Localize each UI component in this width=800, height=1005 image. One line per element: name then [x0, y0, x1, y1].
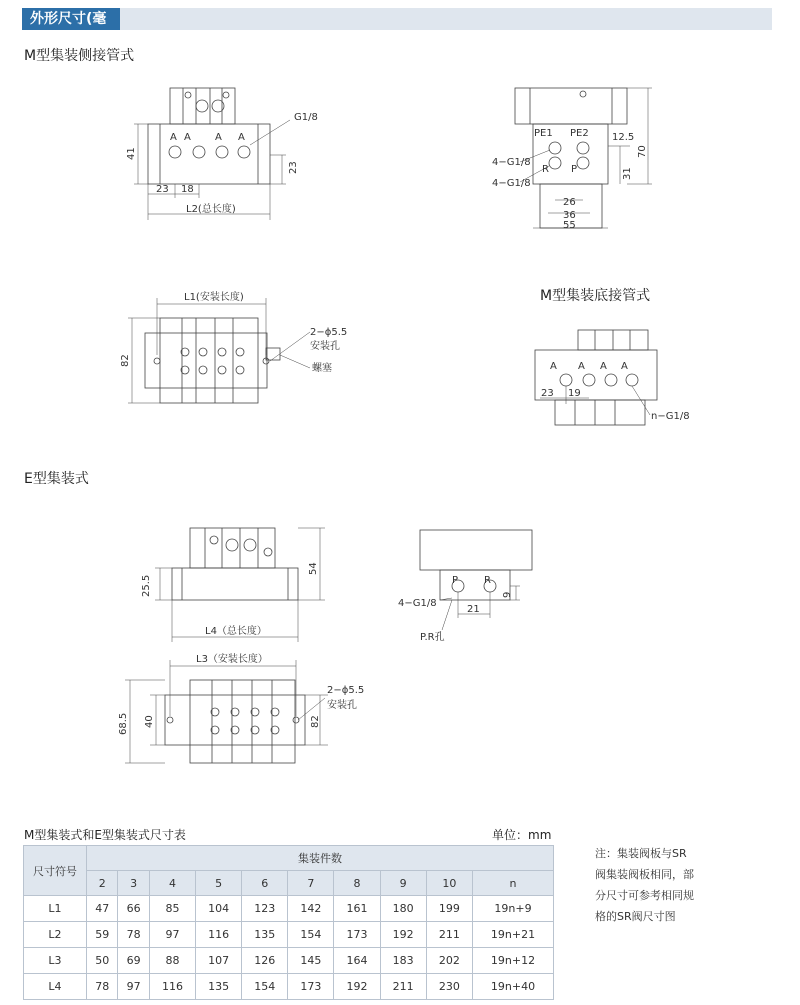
- table-cell: 211: [380, 974, 426, 1000]
- table-count-header: 10: [426, 871, 472, 896]
- table-unit: 单位：mm: [492, 828, 552, 842]
- label-plug: 螺塞: [312, 363, 332, 374]
- dim-26: 26: [563, 197, 576, 208]
- label-4-g18: 4−G1/8: [492, 178, 531, 189]
- label-port-a: A: [578, 361, 585, 372]
- table-cell: 154: [288, 922, 334, 948]
- section-header-title: 外形尺寸(毫米): [22, 8, 120, 30]
- table-caption: M型集装式和E型集装式尺寸表: [24, 828, 186, 842]
- label-port-a: A: [600, 361, 607, 372]
- table-count-header: 8: [334, 871, 380, 896]
- label-port-a: A: [184, 132, 191, 143]
- dim-68-5: 68.5: [118, 712, 129, 735]
- dim-70: 70: [637, 145, 648, 158]
- dim-23: 23: [156, 184, 169, 195]
- dim-l4: L4（总长度）: [205, 626, 267, 637]
- dim-l2: L2(总长度): [186, 204, 236, 215]
- table-cell: 173: [334, 922, 380, 948]
- table-row: [24, 974, 554, 1000]
- row-code: L2: [24, 922, 87, 948]
- label-g18: G1/8: [294, 112, 318, 123]
- label-n-g18: n−G1/8: [651, 411, 690, 422]
- table-cell: 19n+12: [473, 948, 554, 974]
- dim-31: 31: [622, 167, 633, 180]
- table-cell: 183: [380, 948, 426, 974]
- label-mount-hole: 安装孔: [310, 341, 340, 352]
- dim-12-5: 12.5: [612, 132, 635, 143]
- table-cell: 199: [426, 896, 472, 922]
- table-cell: 78: [87, 974, 118, 1000]
- table-row: [24, 948, 554, 974]
- table-cell: 69: [118, 948, 149, 974]
- label-pe1: PE1: [534, 128, 553, 139]
- table-cell: 85: [149, 896, 195, 922]
- table-count-header: 3: [118, 871, 149, 896]
- table-group-header: 集装件数: [87, 846, 554, 871]
- table-cell: 19n+21: [473, 922, 554, 948]
- dim-23: 23: [288, 161, 299, 174]
- label-port-a: A: [550, 361, 557, 372]
- table-row: [24, 922, 554, 948]
- table-count-header: 5: [196, 871, 242, 896]
- table-cell: 107: [196, 948, 242, 974]
- table-cell: 97: [118, 974, 149, 1000]
- drawing-e-top: [125, 660, 328, 763]
- table-col-header: 尺寸符号: [24, 846, 87, 896]
- dimension-table: [23, 845, 554, 1000]
- table-cell: 104: [196, 896, 242, 922]
- table-cell: 192: [334, 974, 380, 1000]
- dim-23: 23: [541, 388, 554, 399]
- table-cell: 135: [242, 922, 288, 948]
- table-cell: 19n+9: [473, 896, 554, 922]
- drawing-m-side-end: [515, 88, 652, 228]
- label-2-hole: 2−ϕ5.5: [310, 327, 348, 338]
- label-port-a: A: [238, 132, 245, 143]
- table-cell: 88: [149, 948, 195, 974]
- drawing-m-side-top: [128, 298, 310, 403]
- table-cell: 78: [118, 922, 149, 948]
- table-cell: 154: [242, 974, 288, 1000]
- label-port-a: A: [621, 361, 628, 372]
- dim-54: 54: [308, 562, 319, 575]
- table-cell: 66: [118, 896, 149, 922]
- dim-82: 82: [120, 354, 131, 367]
- table-count-header: 2: [87, 871, 118, 896]
- section-title-e-type: E型集装式: [24, 471, 89, 487]
- label-pe2: PE2: [570, 128, 589, 139]
- label-r: R: [542, 164, 549, 175]
- label-r: R: [484, 575, 491, 586]
- row-code: L3: [24, 948, 87, 974]
- table-cell: 161: [334, 896, 380, 922]
- label-4-g18: 4−G1/8: [398, 598, 437, 609]
- table-cell: 47: [87, 896, 118, 922]
- table-cell: 116: [149, 974, 195, 1000]
- table-cell: 230: [426, 974, 472, 1000]
- label-port-a: A: [170, 132, 177, 143]
- note-line: 分尺寸可参考相同规: [595, 889, 694, 902]
- dim-18: 18: [181, 184, 194, 195]
- dim-19: 19: [568, 388, 581, 399]
- dim-36: 36: [563, 210, 576, 221]
- table-note: [595, 843, 705, 927]
- label-2-hole: 2−ϕ5.5: [327, 685, 365, 696]
- dim-40: 40: [144, 715, 155, 728]
- label-p: P: [452, 575, 459, 586]
- label-4-g18: 4−G1/8: [492, 157, 531, 168]
- note-line: 注：集装阀板与SR: [595, 847, 687, 860]
- drawing-m-bottom: [535, 330, 657, 425]
- table-cell: 173: [288, 974, 334, 1000]
- dim-l3: L3（安装长度）: [196, 654, 268, 665]
- table-cell: 135: [196, 974, 242, 1000]
- table-cell: 211: [426, 922, 472, 948]
- table-cell: 164: [334, 948, 380, 974]
- dim-41: 41: [126, 147, 137, 160]
- table-cell: 97: [149, 922, 195, 948]
- table-count-header: 7: [288, 871, 334, 896]
- table-cell: 59: [87, 922, 118, 948]
- note-line: 格的SR阀尺寸图: [595, 910, 676, 923]
- label-p: P: [571, 164, 578, 175]
- dim-82: 82: [310, 715, 321, 728]
- label-mount-hole: 安装孔: [327, 700, 357, 711]
- table-cell: 126: [242, 948, 288, 974]
- table-cell: 116: [196, 922, 242, 948]
- row-code: L4: [24, 974, 87, 1000]
- section-title-m-side: M型集装侧接管式: [24, 48, 135, 64]
- table-row: [24, 896, 554, 922]
- note-line: 阀集装阀板相同，部: [595, 868, 694, 881]
- table-cell: 142: [288, 896, 334, 922]
- table-count-header: 6: [242, 871, 288, 896]
- table-cell: 50: [87, 948, 118, 974]
- dim-9: 9: [502, 591, 513, 598]
- dim-55: 55: [563, 220, 576, 231]
- dim-25-5: 25.5: [141, 574, 152, 597]
- table-count-header: n: [473, 871, 554, 896]
- drawing-e-end: [420, 530, 532, 630]
- dim-21: 21: [467, 604, 480, 615]
- dim-l1: L1(安装长度): [184, 292, 244, 303]
- table-count-header: 9: [380, 871, 426, 896]
- table-cell: 180: [380, 896, 426, 922]
- drawing-e-front: [155, 528, 325, 642]
- table-cell: 123: [242, 896, 288, 922]
- table-count-header: 4: [149, 871, 195, 896]
- label-pr-hole: P.R孔: [420, 632, 445, 643]
- row-code: L1: [24, 896, 87, 922]
- table-cell: 192: [380, 922, 426, 948]
- section-title-m-bottom: M型集装底接管式: [540, 288, 651, 304]
- label-port-a: A: [215, 132, 222, 143]
- table-cell: 145: [288, 948, 334, 974]
- table-cell: 19n+40: [473, 974, 554, 1000]
- table-cell: 202: [426, 948, 472, 974]
- drawing-m-side-front: [134, 88, 290, 220]
